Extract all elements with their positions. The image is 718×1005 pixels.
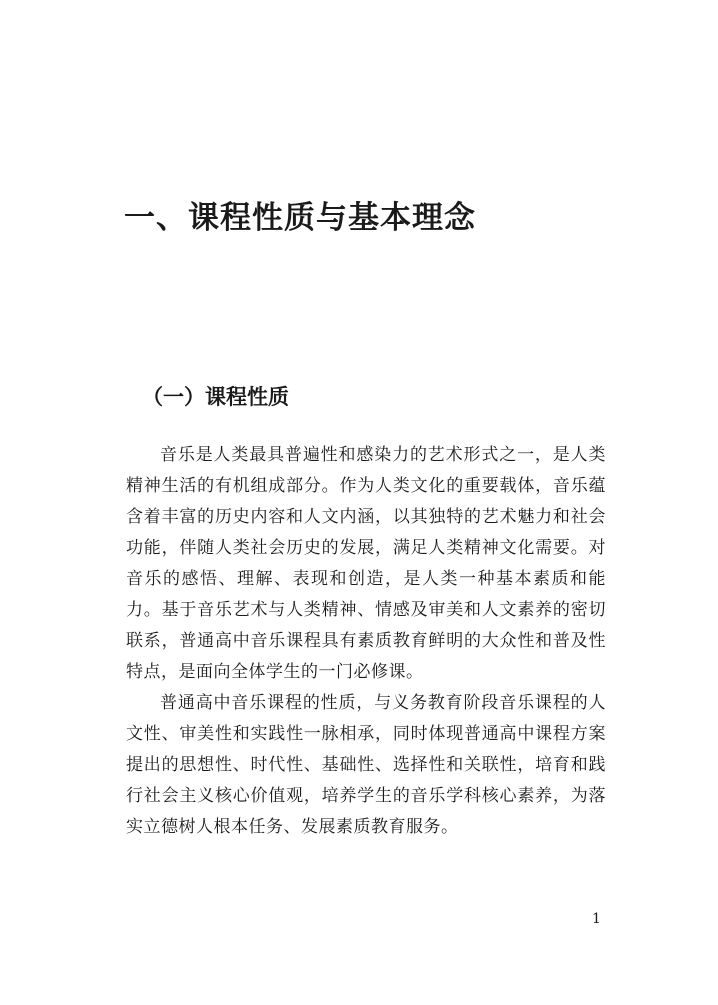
page-number: 1 [592, 911, 601, 927]
body-text [126, 440, 606, 843]
paragraph: 音乐是人类最具普遍性和感染力的艺术形式之一，是人类精神生活的有机组成部分。作为人类文化的重要载体，音乐蕴含着丰富的历史内容和人文内涵，以其独特的艺术魅力和社会功能，伴随人类社会历史的发展，满足人类精神文化需要。对音乐的感悟、理解、表现和创造，是人类一种基本素质和能力。基于音乐艺术与人类精神、情感及审美和人文素养的密切联系，普通高中音乐课程具有素质教育鲜明的大众性和普及性特点，是面向全体学生的一门必修课。 [126, 445, 606, 682]
chapter-title: 一、课程性质与基本理念 [124, 200, 476, 236]
paragraph: 普通高中音乐课程的性质，与义务教育阶段音乐课程的人文性、审美性和实践性一脉相承，同时体现普通高中课程方案提出的思想性、时代性、基础性、选择性和关联性，培育和践行社会主义核心价值观，培养学生的音乐学科核心素养，为落实立德树人根本任务、发展素质教育服务。 [126, 693, 606, 837]
section-title: （一）课程性质 [142, 385, 289, 409]
